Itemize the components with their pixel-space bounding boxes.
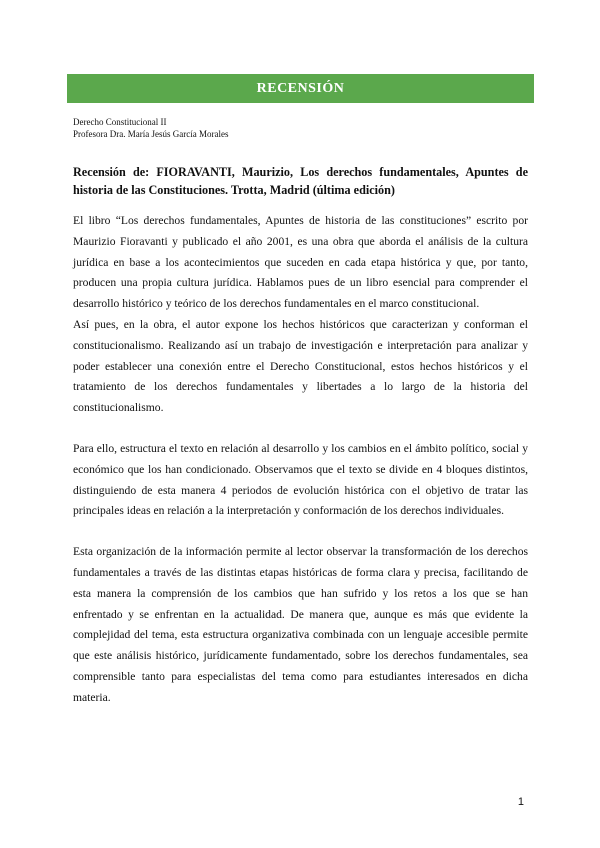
section-banner <box>67 74 534 103</box>
review-body <box>73 211 528 709</box>
course-name: Derecho Constitucional II <box>73 117 167 127</box>
page-number: 1 <box>517 796 524 808</box>
professor-name: Profesora Dra. María Jesús García Morales <box>73 129 229 139</box>
paragraph: El libro “Los derechos fundamentales, Apuntes de historia de las constituciones” escrito por Maurizio Fioravanti y publicado el año 2001, es una obra que aborda el análisis de la cultura jurídica en base a los acontecimientos que suceden en cada etapa histórica y que, por tanto, producen una propia cultura jurídica. Hablamos pues de un libro esencial para comprender el desarrollo histórico y teórico de los derechos fundamentales en el marco constitucional. <box>73 214 528 311</box>
document-meta <box>73 116 228 140</box>
paragraph: Para ello, estructura el texto en relación al desarrollo y los cambios en el ámbito político, social y económico que los han condicionado. Observamos que el texto se divide en 4 bloques distintos, distinguiendo de esta manera 4 periodos de evolución histórica con el objetivo de tratar las principales ideas en relación a la interpretación y conformación de los derechos individuales. <box>73 441 528 518</box>
paragraph: Esta organización de la información permite al lector observar la transformación de los derechos fundamentales a través de las distintas etapas históricas de forma clara y precisa, facilitando de esta manera la comprensión de los cambios que han sufrido y los retos a los que se han enfrentado y se enfrentan en la actualidad. De manera que, aunque es más que evidente la complejidad del tema, esta estructura organizativa combinada con un lenguaje accesible permite que este análisis histórico, jurídicamente fundamentado, sobre los derechos fundamentales, sea comprensible tanto para especialistas del tema como para estudiantes interesados en dicha materia. <box>73 545 528 704</box>
paragraph: Así pues, en la obra, el autor expone los hechos históricos que caracterizan y conforman el constitucionalismo. Realizando así un trabajo de investigación e interpretación para analizar y poder establecer una conexión entre el Derecho Constitucional, estos hechos históricos y el tratamiento de los derechos fundamentales y libertades a lo largo de la historia del constitucionalismo. <box>73 317 528 415</box>
review-heading: Recensión de: FIORAVANTI, Maurizio, Los derechos fundamentales, Apuntes de historia de las Constituciones. Trotta, Madrid (última edición) <box>73 165 528 197</box>
banner-title: RECENSIÓN <box>256 80 345 96</box>
